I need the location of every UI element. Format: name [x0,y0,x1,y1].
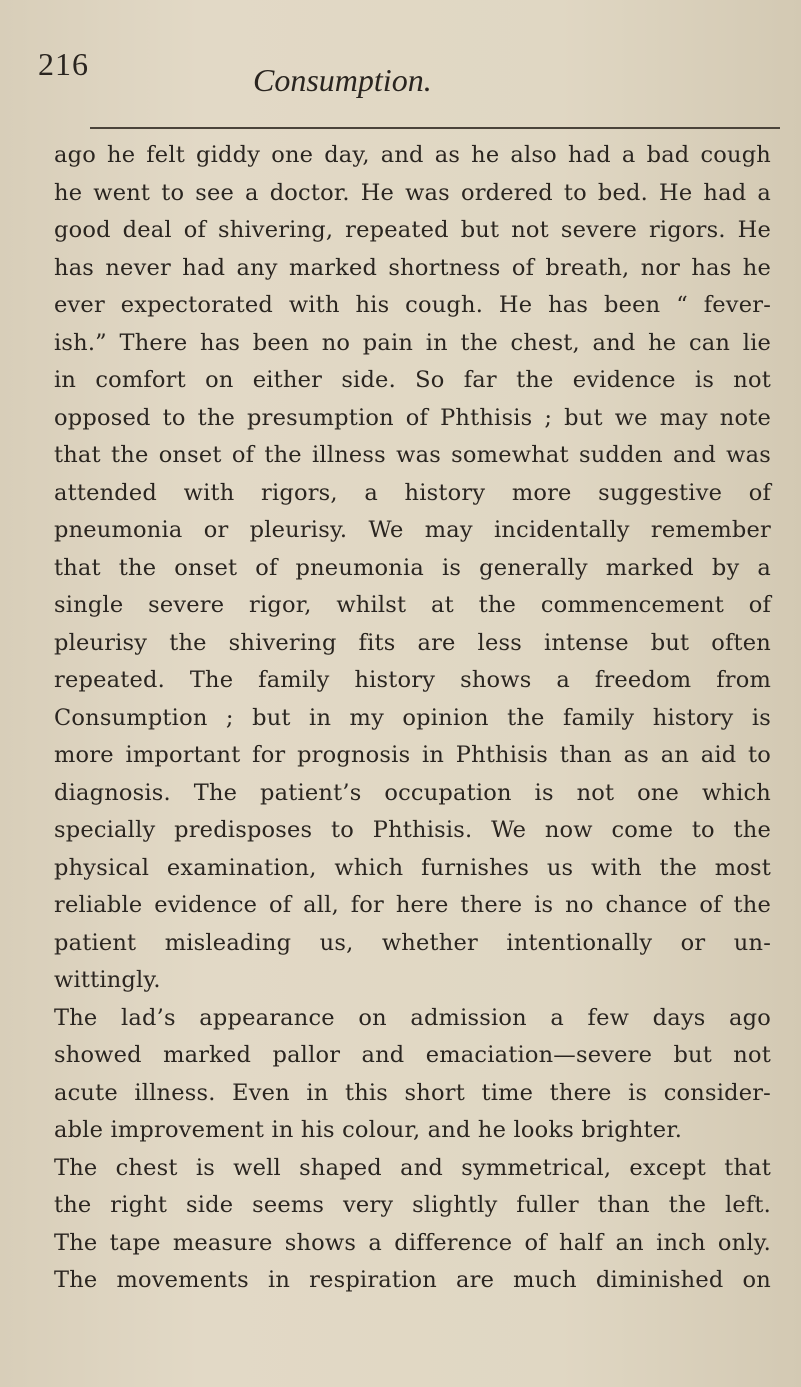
text-line: opposed to the presumption of Phthisis ; but we may note [54,404,771,431]
text-line: patient misleading us, whether intentionally or un- [54,929,771,956]
text-line: in comfort on either side. So far the evidence is not [54,367,771,393]
text-line: the right side seems very slightly fuller than the left. [54,1192,771,1218]
text-line: diagnosis. The patient’s occupation is not one which [54,779,771,806]
text-line: showed marked pallor and emaciation—severe but not [54,1042,771,1068]
text-line: single severe rigor, whilst at the commencement of [54,592,771,618]
text-line: that the onset of pneumonia is generally marked by a [54,554,771,581]
header-rule [90,127,780,129]
text-line: The lad’s appearance on admission a few days ago [54,1004,771,1031]
text-line: physical examination, which furnishes us with the most [54,854,771,881]
text-line: ever expectorated with his cough. He has been “ fever- [54,292,771,318]
text-line: good deal of shivering, repeated but not severe rigors. He [54,217,771,243]
text-line: specially predisposes to Phthisis. We now come to the [54,817,771,843]
text-line: ish.” There has been no pain in the chest, and he can lie [54,329,771,356]
text-line: reliable evidence of all, for here there is no chance of the [54,892,771,918]
text-line: attended with rigors, a history more suggestive of [54,479,771,506]
page-number: 216 [38,46,89,82]
text-line: he went to see a doctor. He was ordered to bed. He had a [54,179,771,206]
text-line: has never had any marked shortness of breath, nor has he [54,254,771,281]
text-line: The chest is well shaped and symmetrical, except that [54,1154,771,1181]
text-line: acute illness. Even in this short time there is consider- [54,1079,771,1106]
text-line: Consumption ; but in my opinion the family history is [54,704,771,731]
text-line: ago he felt giddy one day, and as he also had a bad cough [54,142,771,168]
text-line: more important for prognosis in Phthisis than as an aid to [54,742,771,768]
body-text [54,137,771,1300]
text-line: pneumonia or pleurisy. We may incidentally remember [54,517,771,543]
text-line: able improvement in his colour, and he looks brighter. [54,1117,683,1143]
text-line: repeated. The family history shows a freedom from [54,667,771,693]
text-line: The movements in respiration are much diminished on [54,1267,771,1293]
running-title: Consumption. [253,62,432,98]
text-line: The tape measure shows a difference of half an inch only. [54,1229,771,1256]
text-line: wittingly. [54,967,161,993]
text-line: pleurisy the shivering fits are less intense but often [54,629,771,656]
text-line: that the onset of the illness was somewhat sudden and was [54,442,771,468]
